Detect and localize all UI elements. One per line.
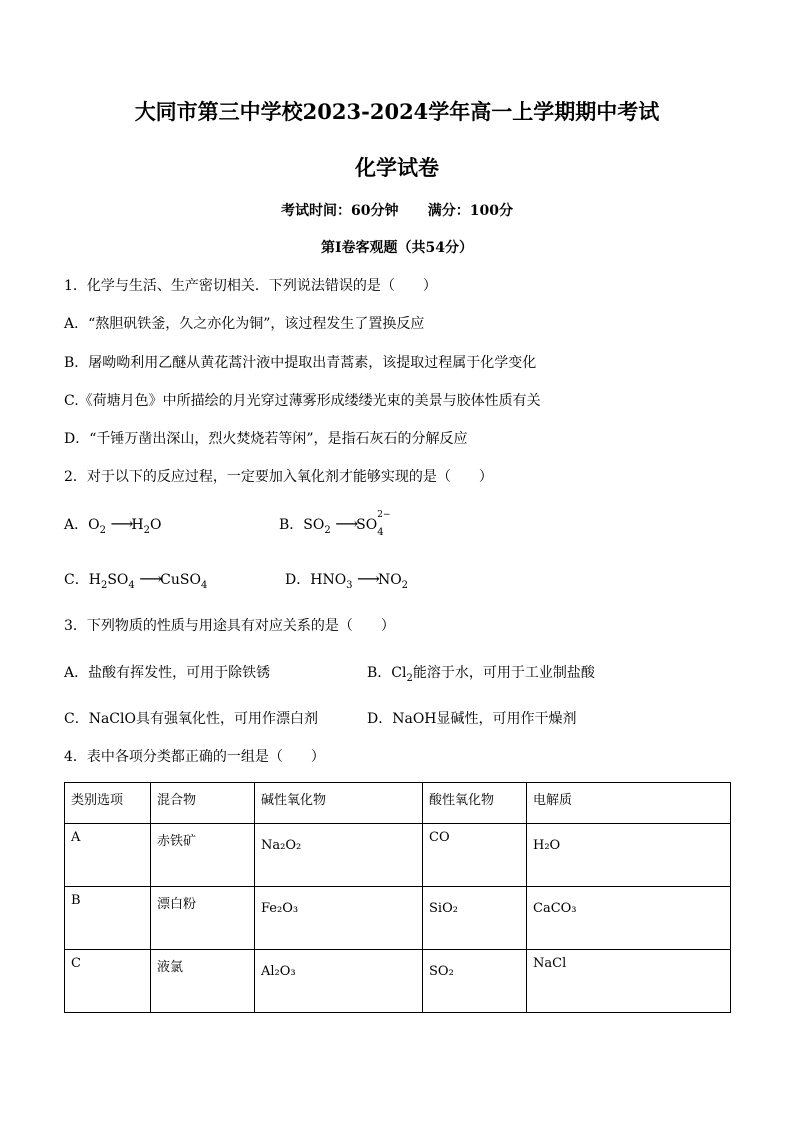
exam-title: 大同市第三中学校2023-2024学年高一上学期期中考试 <box>134 99 660 124</box>
table-cell: NaCl <box>527 950 731 1013</box>
section-heading: 第Ⅰ卷客观题（共54分） <box>320 240 474 256</box>
q3-stem: 3．下列物质的性质与用途具有对应关系的是（ ） <box>64 618 395 634</box>
q2-stem: 2．对于以下的反应过程，一定要加入氧化剂才能够实现的是（ ） <box>64 469 493 485</box>
arrow-icon: ⟶ <box>139 569 161 588</box>
table-cell: SO₂ <box>423 950 527 1013</box>
q2-option-b-label: B． <box>279 517 304 533</box>
table-row <box>65 887 731 950</box>
table-header: 碱性氧化物 <box>255 783 423 824</box>
table-row <box>65 950 731 1013</box>
q2-option-a-label: A． <box>64 517 89 533</box>
table-header: 电解质 <box>527 783 731 824</box>
q1-option-c: C.《荷塘月色》中所描绘的月光穿过薄雾形成缕缕光束的美景与胶体性质有关 <box>64 393 541 409</box>
arrow-icon: ⟶ <box>110 514 132 533</box>
q1-option-d: D．“千锤万凿出深山，烈火焚烧若等闲”，是指石灰石的分解反应 <box>64 431 468 447</box>
table-cell: Na₂O₂ <box>255 824 423 887</box>
q1-option-b: B．屠呦呦利用乙醚从黄花蒿汁液中提取出青蒿素，该提取过程属于化学变化 <box>64 355 537 371</box>
arrow-icon: ⟶ <box>357 569 378 588</box>
table-cell: CO <box>423 824 527 887</box>
q2-option-d: D．$HNO_3$ $⟶NO_2$ <box>285 569 409 591</box>
table-cell: 赤铁矿 <box>151 824 255 887</box>
table-header: 类别选项 <box>65 783 151 824</box>
table-cell: Al₂O₃ <box>255 950 423 1013</box>
q4-stem: 4．表中各项分类都正确的一组是（ ） <box>64 749 325 765</box>
table-header: 混合物 <box>151 783 255 824</box>
table-cell: A <box>65 824 151 887</box>
table-cell: Fe₂O₃ <box>255 887 423 950</box>
q1-stem: 1．化学与生活、生产密切相关．下列说法错误的是（ ） <box>64 278 437 294</box>
q3-option-d: D．NaOH显碱性，可用作干燥剂 <box>367 711 577 727</box>
exam-info: 考试时间：60分钟 满分：100分 <box>281 203 513 219</box>
table-cell: H₂O <box>527 824 731 887</box>
subject-title: 化学试卷 <box>355 155 439 180</box>
table-row <box>65 824 731 887</box>
q3-option-b-label: B． <box>367 665 392 681</box>
table-cell: CaCO₃ <box>527 887 731 950</box>
q1-option-a: A．“熬胆矾铁釜，久之亦化为铜”，该过程发生了置换反应 <box>64 316 425 332</box>
table-cell: 漂白粉 <box>151 887 255 950</box>
q2-option-a: A．$O_2$ $⟶H_2O$ <box>64 514 162 536</box>
q3-option-b-text: 能溶于水，可用于工业制盐酸 <box>412 665 595 681</box>
q2-option-d-label: D． <box>285 572 311 588</box>
q3-option-b: B．$Cl_2$能溶于水，可用于工业制盐酸 <box>367 665 595 684</box>
classification-table <box>64 782 731 1013</box>
table-header-row <box>65 783 731 824</box>
q2-option-b: B．$SO_2$ ⟶SO 2− 4 <box>279 510 391 538</box>
table-header: 酸性氧化物 <box>423 783 527 824</box>
table-cell: SiO₂ <box>423 887 527 950</box>
q2-option-c-label: C． <box>64 572 89 588</box>
table-cell: C <box>65 950 151 1013</box>
q3-option-c: C．NaClO具有强氧化性，可用作漂白剂 <box>64 711 318 727</box>
table-cell: 液氯 <box>151 950 255 1013</box>
table-cell: B <box>65 887 151 950</box>
q2-option-c: C．$H_2SO_4$ ⟶CuSO$_4$ <box>64 569 208 591</box>
q3-option-a: A．盐酸有挥发性，可用于除铁锈 <box>64 665 271 681</box>
arrow-icon: ⟶ <box>335 514 357 533</box>
